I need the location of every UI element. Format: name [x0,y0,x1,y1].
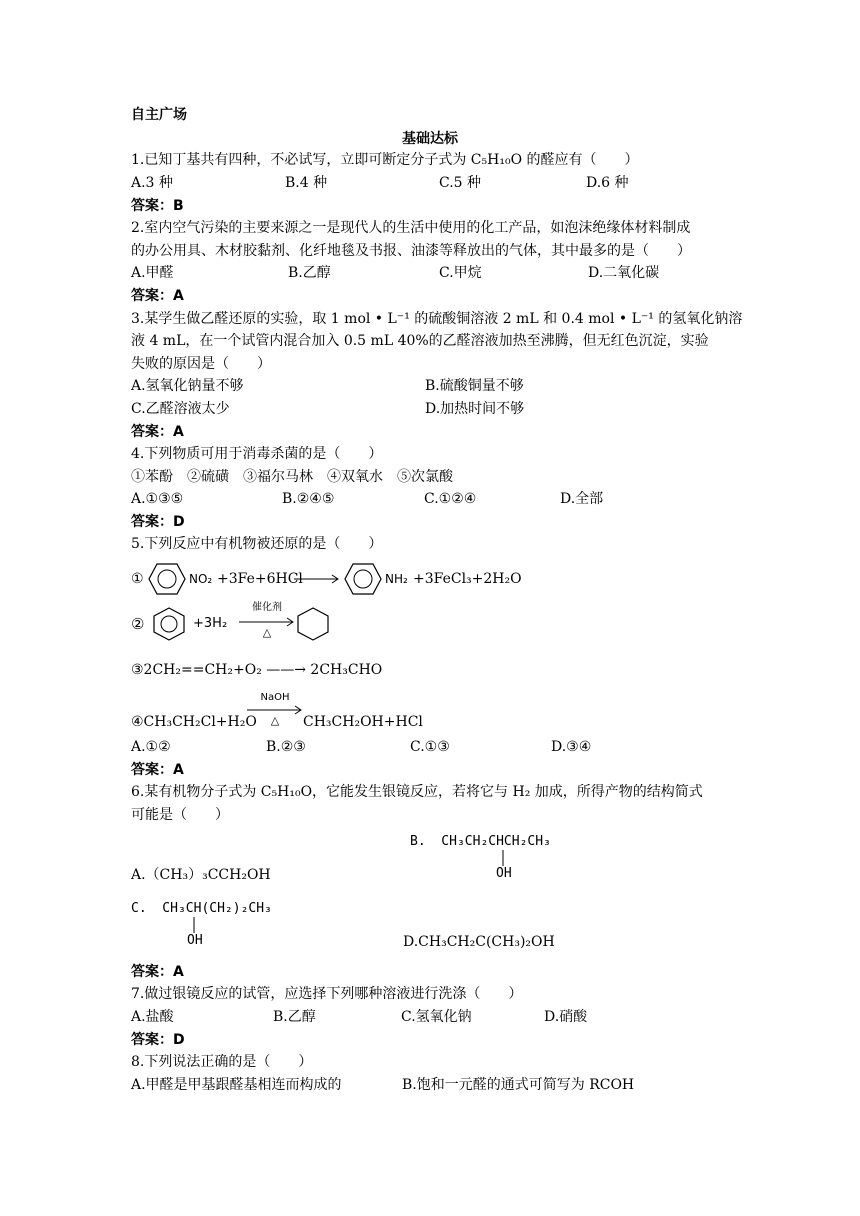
catalyst-label: 催化剂 [252,602,282,613]
heat-label: △ [262,626,272,639]
benzene-ring-icon [343,561,383,597]
subtitle: 基础达标 [402,131,458,147]
q6-option-a: A.（CH₃）₃CCH₂OH [131,867,271,883]
nitro-group: NO₂ [189,572,213,586]
q5-answer: 答案：A [131,762,184,778]
section-title: 自主广场 [131,107,187,123]
question-4-stem: 4.下列物质可用于消毒杀菌的是（ ） [131,446,383,462]
cyclohexane-ring-icon [295,606,331,642]
q5-option-c: C.①③ [410,739,450,755]
q7-option-d: D.硝酸 [544,1009,588,1025]
q2-option-d: D.二氧化碳 [588,265,660,281]
q1-option-a: A.3 种 [131,175,173,191]
q3-option-c: C.乙醛溶液太少 [131,401,230,417]
q4-option-d: D.全部 [560,491,604,507]
reaction-2-hydrogen: +3H₂ [193,616,228,631]
q1-option-c: C.5 种 [439,175,482,191]
q4-option-c: C.①②④ [424,491,477,507]
q8-option-b: B.饱和一元醛的通式可简写为 RCOH [402,1077,635,1093]
q7-option-c: C.氢氧化钠 [401,1009,472,1025]
q3-option-b: B.硫酸铜量不够 [425,378,524,394]
reaction-3: ③2CH₂==CH₂+O₂ ——→ 2CH₃CHO [131,662,383,678]
q6-option-b [410,832,610,884]
q7-option-a: A.盐酸 [131,1009,174,1025]
q4-option-b: B.②④⑤ [282,491,335,507]
reaction-1-reagents: +3Fe+6HCl [217,571,303,587]
reaction-4 [131,690,451,734]
q6-option-c [131,899,331,951]
reaction-1-products: +3FeCl₃+2H₂O [413,571,522,587]
question-1-stem: 1.已知丁基共有四种，不必试写，立即可断定分子式为 C₅H₁₀O 的醛应有（ ） [131,152,639,168]
q6-option-b-formula: B. CH₃CH₂CHCH₂CH₃ [410,834,551,849]
q5-option-a: A.①② [131,739,171,755]
reaction-1 [131,561,571,597]
q1-option-b: B.4 种 [285,175,328,191]
q3-answer: 答案：A [131,424,184,440]
q4-option-a: A.①③⑤ [131,491,184,507]
q5-option-d: D.③④ [551,739,592,755]
q4-answer: 答案：D [131,514,185,530]
bond-line [501,850,505,866]
q3-option-d: D.加热时间不够 [425,401,525,417]
q6-option-d: D.CH₃CH₂C(CH₃)₂OH [403,934,555,950]
amino-group: NH₂ [385,572,408,586]
question-7-stem: 7.做过银镜反应的试管，应选择下列哪种溶液进行洗涤（ ） [131,986,523,1002]
q2-answer: 答案：A [131,288,184,304]
q2-option-a: A.甲醛 [131,265,174,281]
bond-line [192,917,196,933]
reaction-2 [131,604,351,644]
q2-option-b: B.乙醇 [288,265,331,281]
q7-option-b: B.乙醇 [273,1009,316,1025]
q7-answer: 答案：D [131,1032,185,1048]
reaction-4-products: CH₃CH₂OH+HCl [303,714,423,730]
benzene-ring-icon [151,606,187,642]
q1-option-d: D.6 种 [586,175,629,191]
q1-answer: 答案：B [131,198,184,214]
reaction-4-reactants: ④CH₃CH₂Cl+H₂O [131,714,257,730]
q6-answer: 答案：A [131,964,184,980]
question-3-stem-line3: 失败的原因是（ ） [131,356,271,372]
q6-option-c-oh: OH [187,933,203,948]
q3-option-a: A.氢氧化钠量不够 [131,378,244,394]
benzene-ring-icon [147,561,187,597]
q2-option-c: C.甲烷 [439,265,482,281]
question-6-stem-line1: 6.某有机物分子式为 C₅H₁₀O，它能发生银镜反应，若将它与 H₂ 加成，所得产物的结构简式 [131,784,703,800]
reaction-arrow-icon [294,571,340,587]
reaction-2-number: ② [131,615,145,633]
question-3-stem-line2: 液 4 mL，在一个试管内混合加入 0.5 mL 40%的乙醛溶液加热至沸腾，但无红色沉淀，实验 [131,333,709,349]
reaction-1-number: ① [131,571,144,587]
heat-label: △ [270,714,280,727]
q5-option-b: B.②③ [266,739,306,755]
question-2-stem-line2: 的办公用具、木材胶黏剂、化纤地毯及书报、油漆等释放出的气体，其中最多的是（ ） [131,243,691,259]
naoh-label: NaOH [260,692,290,703]
q6-option-b-oh: OH [496,866,512,881]
question-6-stem-line2: 可能是（ ） [131,807,229,823]
question-3-stem-line1: 3.某学生做乙醛还原的实验，取 1 mol • L⁻¹ 的硫酸铜溶液 2 mL 和 0.4 mol • L⁻¹ 的氢氧化钠溶 [131,311,743,327]
q6-option-c-formula: C. CH₃CH(CH₂)₂CH₃ [131,901,272,916]
question-8-stem: 8.下列说法正确的是（ ） [131,1054,313,1070]
question-2-stem-line1: 2.室内空气污染的主要来源之一是现代人的生活中使用的化工产品，如泡沫绝缘体材料制成 [131,220,691,236]
q8-option-a: A.甲醛是甲基跟醛基相连而构成的 [131,1077,342,1093]
question-5-stem: 5.下列反应中有机物被还原的是（ ） [131,536,383,552]
q4-items: ①苯酚 ②硫磺 ③福尔马林 ④双氧水 ⑤次氯酸 [131,469,453,485]
